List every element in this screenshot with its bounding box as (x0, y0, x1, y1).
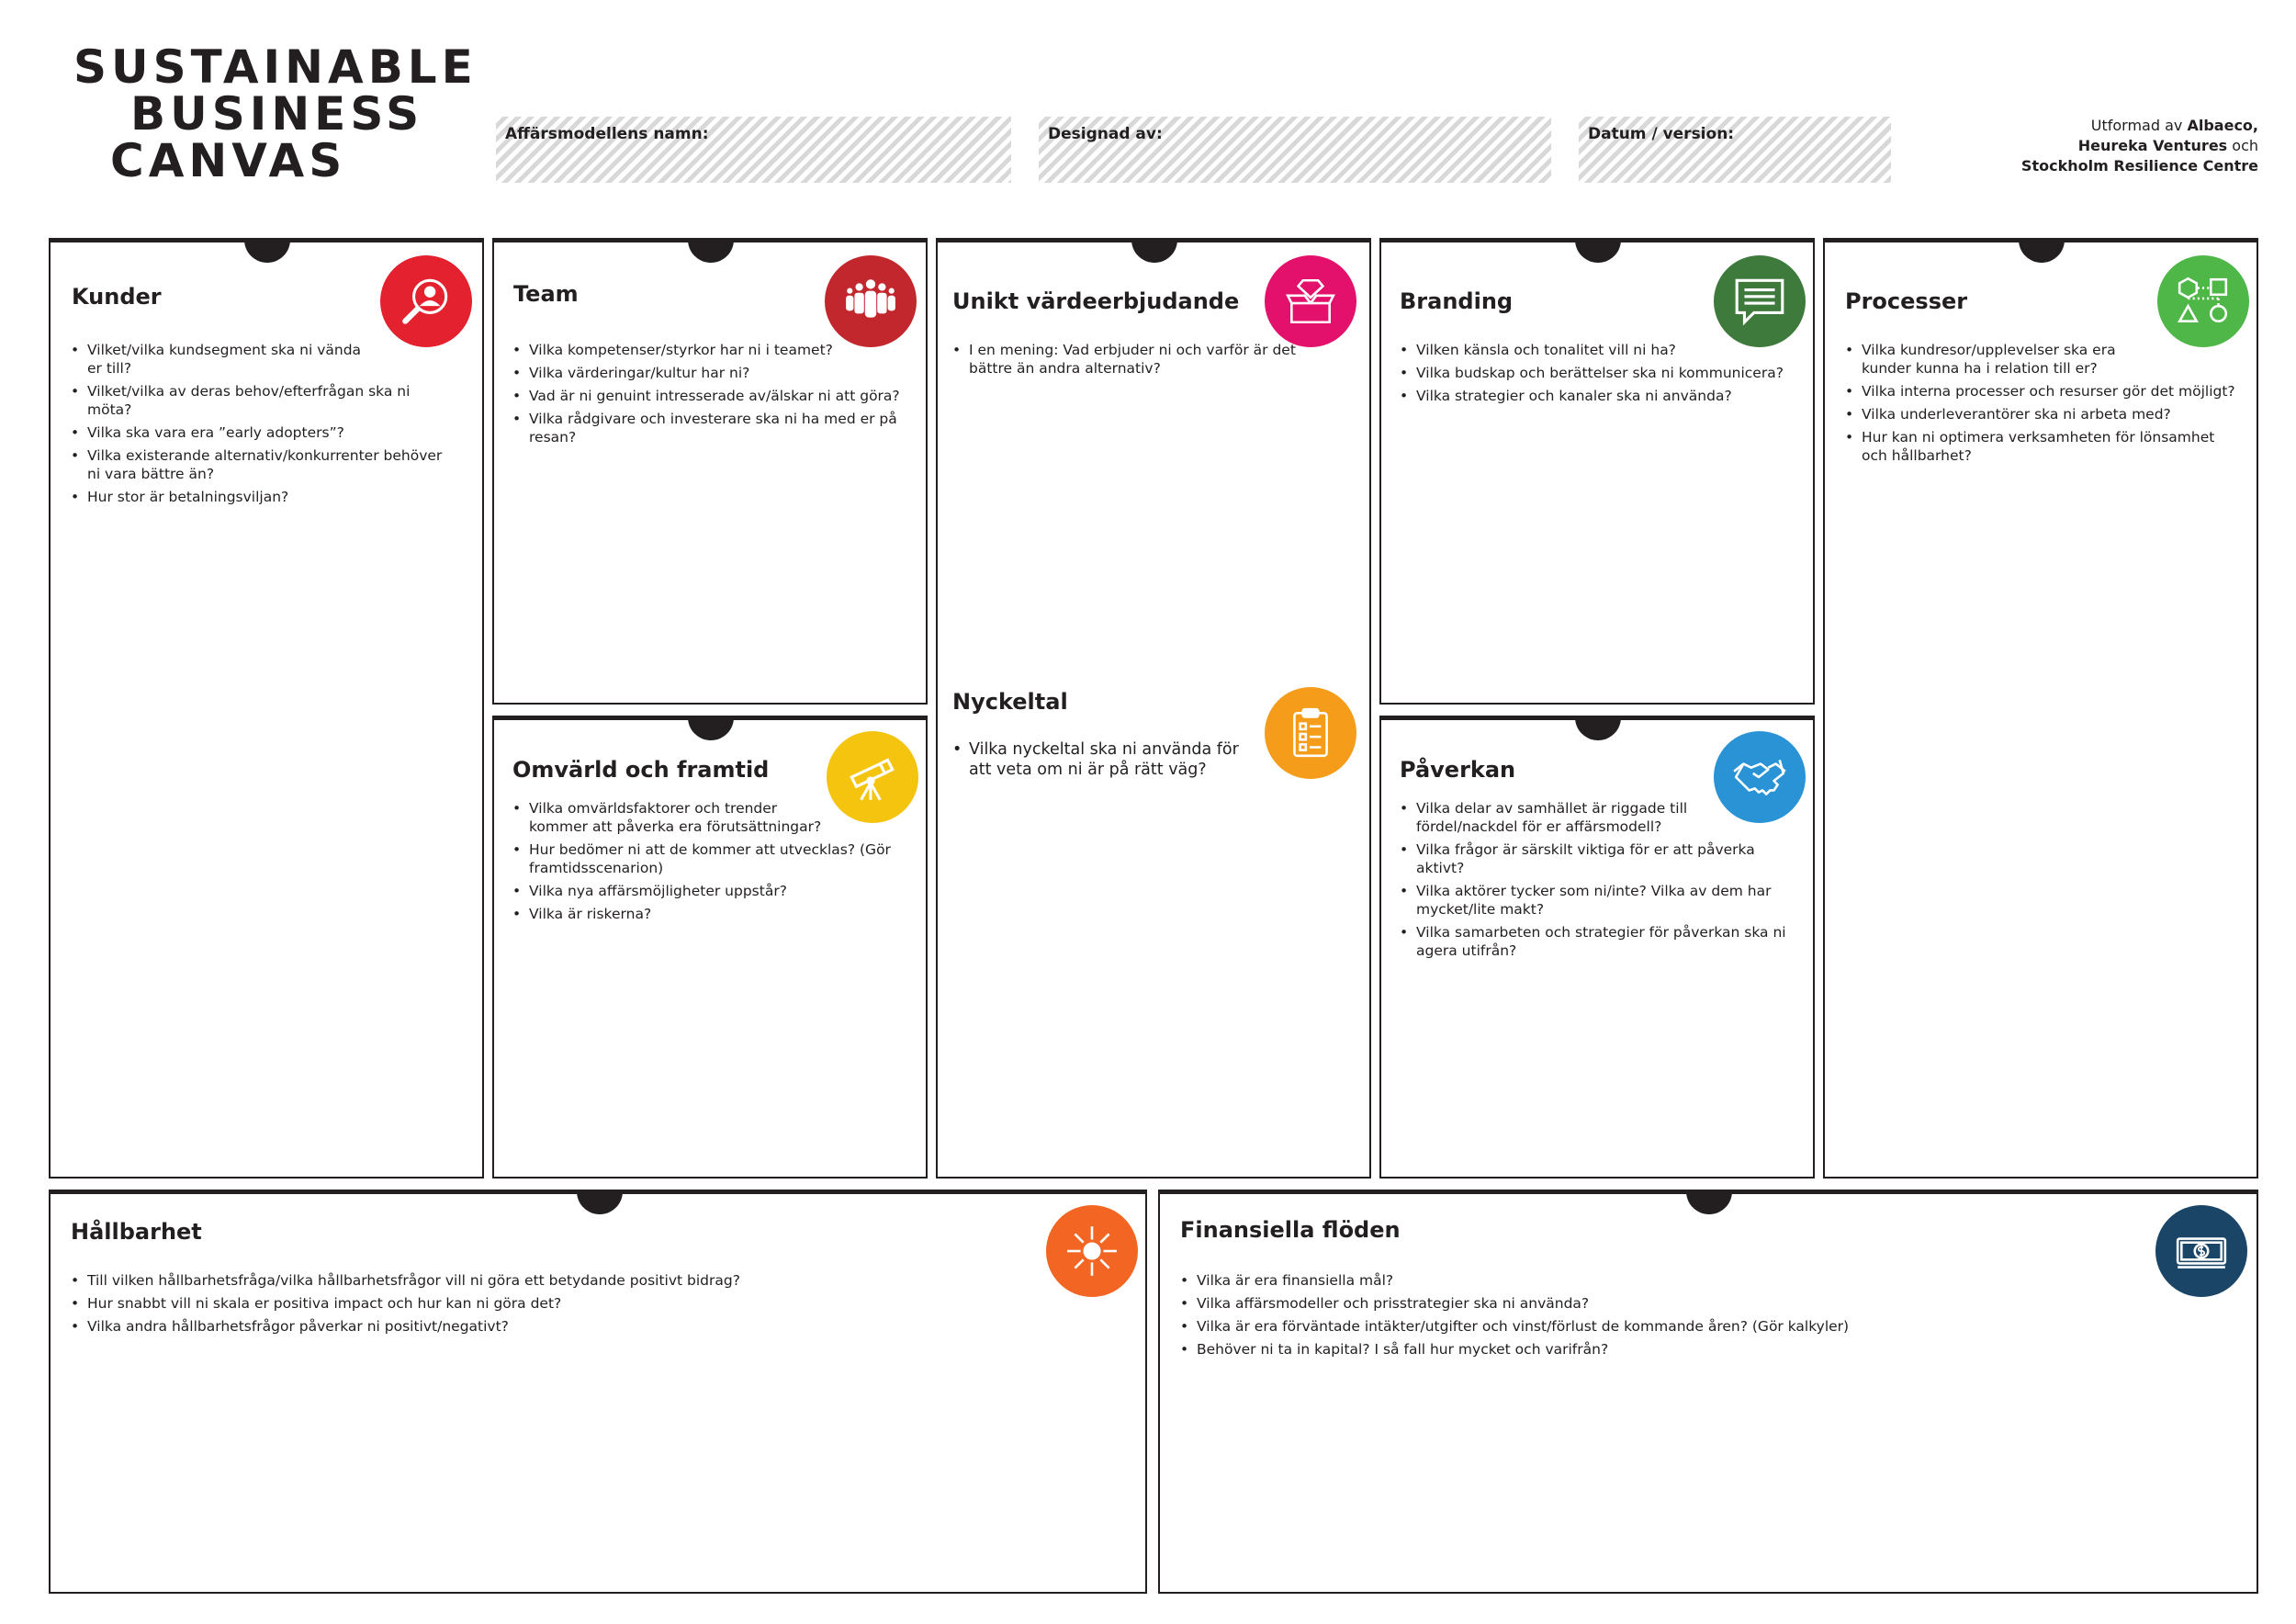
logo-line-1: SUSTAINABLE (73, 40, 478, 94)
list-item: • Vilka nya affärsmöjligheter uppstår? (512, 882, 907, 900)
people-group-icon (825, 255, 917, 347)
box-kunder[interactable] (49, 238, 484, 1179)
list-item: • I en mening: Vad erbjuder ni och varför är det bättre än andra alternativ? (952, 341, 1301, 378)
model-name-label: Affärsmodellens namn: (505, 125, 709, 143)
list-item: • Vilka rådgivare och investerare ska ni ha med er på resan? (512, 410, 907, 446)
process-shapes-icon (2157, 255, 2249, 347)
list-item: • Vilka värderingar/kultur har ni? (512, 364, 907, 382)
list-item: • Vilka är era förväntade intäkter/utgifter och vinst/förlust de kommande åren? (Gör kalkyler) (1180, 1317, 2099, 1336)
diamond-box-icon (1265, 255, 1356, 347)
box-processer[interactable] (1823, 238, 2258, 1179)
box-list-processer (1845, 341, 2249, 469)
list-item: • Vad är ni genuint intresserade av/älskar ni att göra? (512, 387, 907, 405)
list-item: • Vilka existerande alternativ/konkurrenter behöver ni vara bättre än? (71, 446, 456, 483)
designed-by-field[interactable] (1039, 117, 1551, 183)
date-version-field[interactable] (1579, 117, 1891, 183)
logo-line-2: BUSINESS (130, 87, 424, 141)
box-list-unikt (952, 341, 1301, 382)
box-hallbarhet[interactable] (49, 1190, 1147, 1594)
box-list-hallbarhet (71, 1271, 989, 1340)
list-item: • Vilka delar av samhället är riggade till fördel/nackdel för er affärsmodell? (1400, 799, 1719, 836)
list-item: • Vilka affärsmodeller och prisstrategier ska ni använda? (1180, 1294, 2099, 1313)
list-item: • Hur bedömer ni att de kommer att utvecklas? (Gör framtidsscenarion) (512, 840, 907, 877)
clipboard-checklist-icon (1265, 687, 1356, 779)
box-notch (2019, 240, 2065, 263)
list-item: • Vilket/vilka av deras behov/efterfrågan ska ni möta? (71, 382, 456, 419)
list-item: • Vilka aktörer tycker som ni/inte? Vilka av dem har mycket/lite makt? (1400, 882, 1795, 919)
list-item: • Vilka samarbeten och strategier för påverkan ska ni agera utifrån? (1400, 923, 1802, 960)
box-unikt-nyckeltal[interactable] (936, 238, 1371, 1179)
credit-text: Utformad av Albaeco, Heureka Ventures och Stockholm Resilience Centre (2020, 117, 2258, 175)
box-team[interactable] (492, 238, 928, 705)
logo-line-3: CANVAS (110, 134, 347, 187)
box-title-finans: Finansiella flöden (1180, 1217, 1401, 1243)
model-name-field[interactable] (496, 117, 1011, 183)
list-item: • Hur stor är betalningsviljan? (71, 488, 456, 506)
date-version-label: Datum / version: (1588, 125, 1735, 143)
box-title-hallbarhet: Hållbarhet (71, 1219, 202, 1245)
box-title-processer: Processer (1845, 288, 1968, 314)
list-item: • Vilken känsla och tonalitet vill ni ha? (1400, 341, 1804, 359)
list-item: • Vilka ska vara era ”early adopters”? (71, 423, 456, 442)
list-item: • Vilka omvärldsfaktorer och trender kommer att påverka era förutsättningar? (512, 799, 823, 836)
box-list-omvarld (512, 799, 907, 928)
list-item: • Vilka kompetenser/styrkor har ni i teamet? (512, 341, 907, 359)
box-title-nyckeltal: Nyckeltal (952, 689, 1068, 715)
person-search-icon (380, 255, 472, 347)
box-notch (1686, 1191, 1732, 1214)
list-item: • Vilka underleverantörer ska ni arbeta med? (1845, 405, 2249, 423)
box-list-branding (1400, 341, 1804, 410)
box-title-unikt: Unikt värdeerbjudande (952, 288, 1240, 314)
box-notch (1131, 240, 1177, 263)
box-notch (1575, 240, 1621, 263)
box-notch (244, 240, 290, 263)
box-list-finans (1180, 1271, 2099, 1363)
list-item: • Hur snabbt vill ni skala er positiva impact och hur kan ni göra det? (71, 1294, 989, 1313)
box-list-paverkan (1400, 799, 1795, 964)
box-finans[interactable] (1158, 1190, 2258, 1594)
banknote-icon (2155, 1205, 2247, 1297)
box-title-paverkan: Påverkan (1400, 757, 1516, 783)
box-notch (688, 240, 734, 263)
list-item: • Vilka är riskerna? (512, 905, 907, 923)
list-item: • Hur kan ni optimera verksamheten för lönsamhet och hållbarhet? (1845, 428, 2238, 465)
box-branding[interactable] (1379, 238, 1815, 705)
list-item: • Vilka interna processer och resurser gör det möjligt? (1845, 382, 2249, 400)
box-notch (688, 717, 734, 740)
list-item: • Vilka strategier och kanaler ska ni använda? (1400, 387, 1804, 405)
box-list-team (512, 341, 907, 451)
box-title-kunder: Kunder (72, 284, 162, 310)
list-item: • Till vilken hållbarhetsfråga/vilka hållbarhetsfrågor vill ni göra ett betydande positivt bidrag? (71, 1271, 989, 1290)
box-list-nyckeltal (952, 739, 1265, 784)
list-item: • Vilka nyckeltal ska ni använda för att veta om ni är på rätt väg? (952, 739, 1265, 780)
globe-rays-icon (1046, 1205, 1138, 1297)
designed-by-label: Designad av: (1048, 125, 1163, 143)
box-omvarld[interactable] (492, 716, 928, 1179)
box-paverkan[interactable] (1379, 716, 1815, 1179)
canvas-logo (73, 40, 478, 187)
list-item: • Behöver ni ta in kapital? I så fall hur mycket och varifrån? (1180, 1340, 2099, 1359)
list-item: • Vilka andra hållbarhetsfrågor påverkar ni positivt/negativt? (71, 1317, 989, 1336)
speech-bubble-icon (1714, 255, 1806, 347)
box-title-branding: Branding (1400, 288, 1514, 314)
list-item: • Vilka är era finansiella mål? (1180, 1271, 2099, 1290)
list-item: • Vilket/vilka kundsegment ska ni vända er till? (71, 341, 363, 378)
box-title-omvarld: Omvärld och framtid (512, 757, 770, 783)
box-list-kunder (71, 341, 456, 511)
box-notch (577, 1191, 623, 1214)
box-notch (1575, 717, 1621, 740)
list-item: • Vilka budskap och berättelser ska ni kommunicera? (1400, 364, 1804, 382)
list-item: • Vilka kundresor/upplevelser ska era kunder kunna ha i relation till er? (1845, 341, 2128, 378)
list-item: • Vilka frågor är särskilt viktiga för er att påverka aktivt? (1400, 840, 1795, 877)
box-title-team: Team (513, 281, 579, 307)
